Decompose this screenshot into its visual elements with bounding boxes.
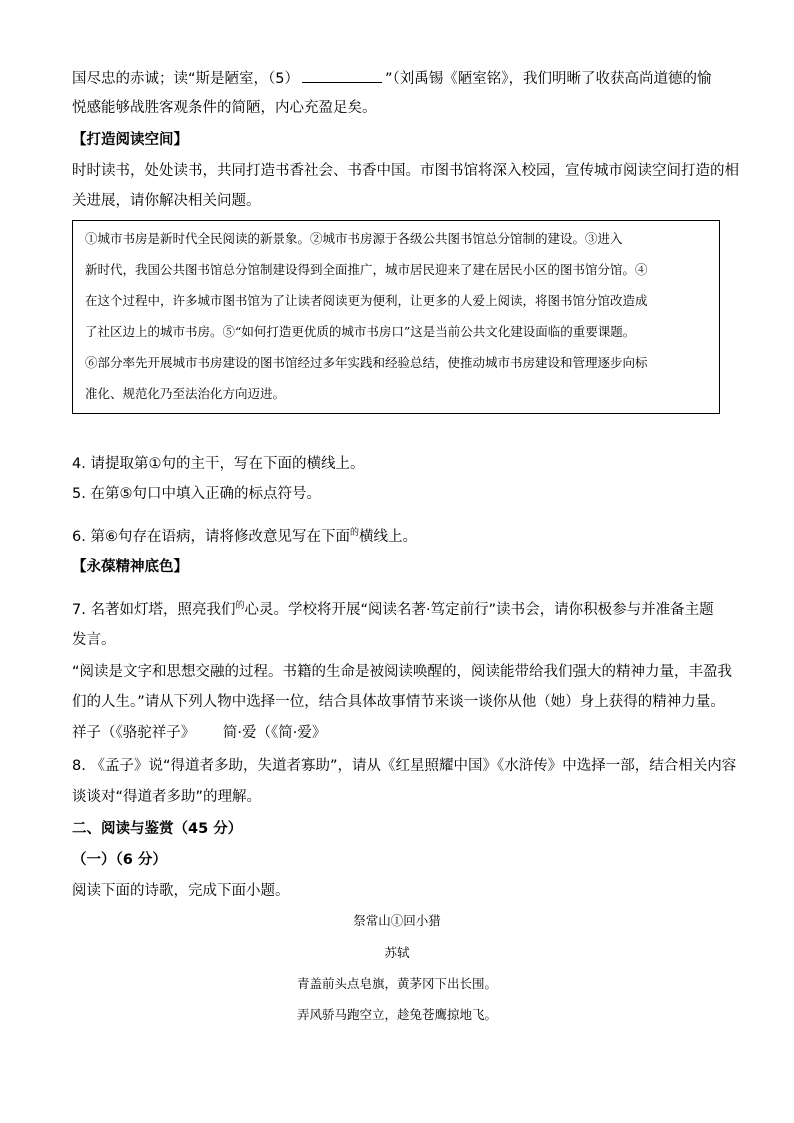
part-2-subheading: （一）（6 分）	[72, 852, 167, 868]
part-2-heading: 二、阅读与鉴赏（45 分）	[72, 821, 243, 837]
section-heading-reading-space: 【打造阅读空间】	[72, 132, 188, 148]
question-7-line-2: 发言。	[72, 632, 116, 648]
question-5: 5. 在第⑤句口中填入正确的标点符号。	[72, 486, 321, 502]
passage-box	[72, 220, 720, 414]
question-6	[72, 523, 417, 547]
passage-line: ⑥部分率先开展城市书房建设的图书馆经过多年实践和经验总结，使推动城市书房建设和管理逐步向标	[85, 355, 648, 370]
part-2-instruction: 阅读下面的诗歌，完成下面小题。	[72, 883, 290, 899]
question-8-line-2: 谈谈对“得道者多助”的理解。	[72, 789, 262, 805]
question-8-line-1: 8. 《孟子》说“得道者多助，失道者寡助”，请从《红星照耀中国》《水浒传》中选择一部，结合相关内容	[72, 758, 737, 774]
section-heading-spirit: 【永葆精神底色】	[72, 559, 188, 575]
question-7-text-a: 7. 名著如灯塔，照亮我们	[72, 601, 236, 618]
intro-text-a: 国尽忠的赤诚；读“斯是陋室，（5）	[72, 71, 299, 87]
question-6-text-a: 6. 第⑥句存在语病，请将修改意见写在下面	[72, 528, 350, 545]
character-choices: 祥子（《骆驼祥子》 简·爱（《简·爱》	[72, 725, 327, 741]
reading-space-paragraph-line-2: 关进展，请你解决相关问题。	[72, 193, 261, 209]
passage-line: 新时代，我国公共图书馆总分馆制建设得到全面推广，城市居民迎来了建在居民小区的图书馆分馆。④	[85, 262, 648, 277]
reading-space-paragraph-line-1: 时时读书，处处读书，共同打造书香社会、书香中国。市图书馆将深入校园，宣传城市阅读空间打造的相	[72, 163, 739, 179]
question-4: 4. 请提取第①句的主干，写在下面的横线上。	[72, 456, 365, 472]
passage-line: 在这个过程中，许多城市图书馆为了让读者阅读更为便利，让更多的人爱上阅读，将图书馆分馆改造成	[85, 293, 648, 308]
poem-author: 苏轼	[384, 945, 410, 960]
poem-line: 弄风骄马跑空立，趁兔苍鹰掠地飞。	[296, 1007, 497, 1022]
passage-line: ①城市书房是新时代全民阅读的新景象。②城市书房源于各级公共图书馆总分馆制的建设。③进入	[85, 231, 623, 246]
superscript-char: 的	[235, 601, 245, 611]
poem-title: 祭常山①回小猎	[353, 913, 441, 928]
intro-text-b: ”（刘禹锡《陋室铭》，我们明晰了收获高尚道德的愉	[385, 71, 712, 87]
quote-line-1: “阅读是文字和思想交融的过程。书籍的生命是被阅读唤醒的，阅读能带给我们强大的精神力量，丰盈我	[72, 664, 733, 680]
poem-line: 青盖前头点皂旗，黄茅冈下出长围。	[296, 976, 497, 991]
passage-line: 准化、规范化乃至法治化方向迈进。	[85, 386, 286, 401]
question-7-line-1	[72, 596, 714, 620]
superscript-char: 的	[349, 528, 359, 538]
question-7-text-b: 心灵。学校将开展“阅读名著·笃定前行”读书会，请你积极参与并准备主题	[244, 601, 714, 618]
quote-line-2: 们的人生。”请从下列人物中选择一位，结合具体故事情节来谈一谈你从他（她）身上获得的精神力量。	[72, 694, 725, 710]
intro-line-1	[72, 68, 712, 89]
passage-line: 了社区边上的城市书房。⑤“如何打造更优质的城市书房口”这是当前公共文化建设面临的重要课题。	[85, 324, 636, 339]
answer-blank[interactable]	[302, 68, 382, 83]
question-6-text-b: 横线上。	[358, 528, 417, 545]
intro-line-2: 悦感能够战胜客观条件的简陋，内心充盈足矣。	[72, 100, 377, 116]
